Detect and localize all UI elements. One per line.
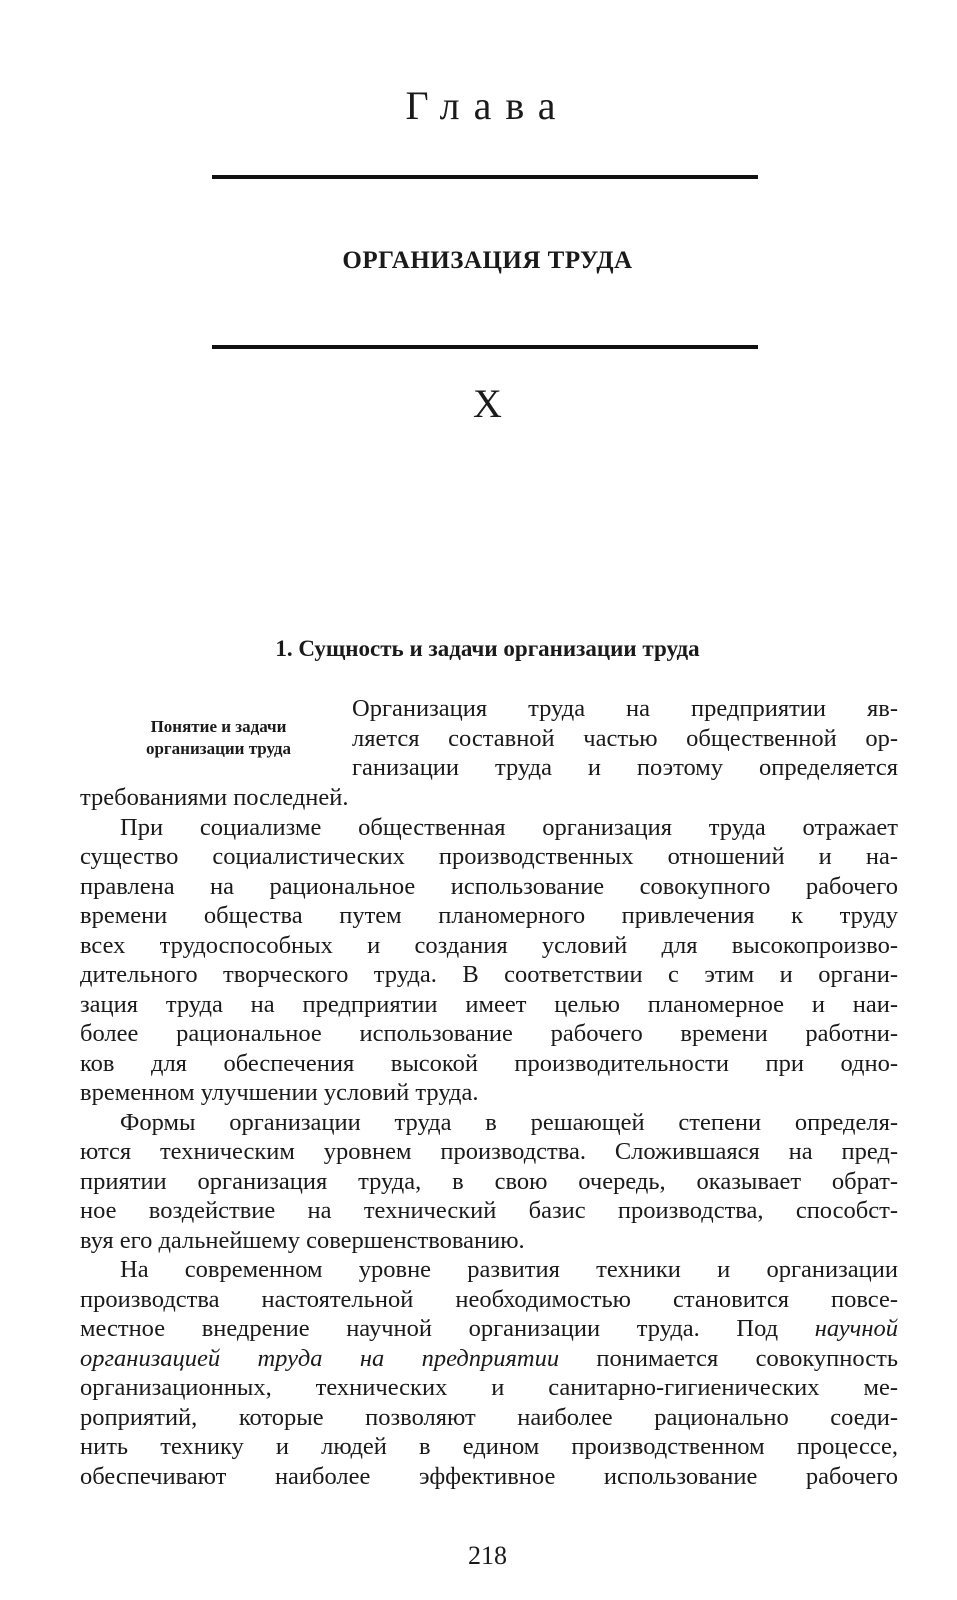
text-line: приятии организация труда, в свою очередь, оказывает обрат- <box>80 1167 898 1195</box>
text-line <box>80 1314 898 1344</box>
top-rule <box>212 175 758 179</box>
text-line: ляется составной частью общественной ор- <box>352 724 898 752</box>
text-line: роприятий, которые позволяют наиболее рационально соеди- <box>80 1403 898 1431</box>
page-number: 218 <box>468 1541 507 1570</box>
text-fragment: местное внедрение научной организации труда. Под <box>80 1315 815 1342</box>
text-line: дительного творческого труда. В соответствии с этим и органи- <box>80 961 898 988</box>
section-heading: 1. Сущность и задачи организации труда <box>275 636 700 661</box>
italic-term: организацией труда на предприятии <box>80 1344 560 1372</box>
text-line: производства настоятельной необходимостью становится повсе- <box>80 1285 898 1313</box>
text-line: вуя его дальнейшему совершенствованию. <box>80 1226 525 1254</box>
text-line: При социализме общественная организация труда отражает <box>120 813 898 841</box>
text-line: зация труда на предприятии имеет целью планомерное и наи- <box>80 990 898 1018</box>
text-line: нить технику и людей в едином производственном процессе, <box>80 1433 898 1460</box>
text-line: Организация труда на предприятии яв- <box>352 695 898 722</box>
text-line: организационных, технических и санитарно-гигиенических ме- <box>80 1374 898 1401</box>
text-line: требованиями последней. <box>80 784 349 811</box>
bottom-rule <box>212 345 758 349</box>
text-line: На современном уровне развития техники и организации <box>120 1256 898 1283</box>
text-line: времени общества путем планомерного привлечения к труду <box>80 902 898 929</box>
chapter-number: X <box>473 381 502 426</box>
text-line: Формы организации труда в решающей степени определя- <box>120 1108 898 1136</box>
text-line: обеспечивают наиболее эффективное использование рабочего <box>80 1462 898 1490</box>
text-line: всех трудоспособных и создания условий для высокопроизво- <box>80 931 898 959</box>
text-line: временном улучшении условий труда. <box>80 1079 479 1106</box>
text-line <box>80 1344 898 1374</box>
text-fragment: понимается совокупность <box>559 1344 898 1372</box>
text-line: ются техническим уровнем производства. Сложившаяся на пред- <box>80 1138 898 1165</box>
side-heading: Понятие и задачи организации труда <box>145 717 292 758</box>
text-line: ков для обеспечения высокой производительности при одно- <box>80 1049 898 1077</box>
text-line: существо социалистических производственных отношений и на- <box>80 843 898 870</box>
text-line: ганизации труда и поэтому определяется <box>352 754 898 781</box>
text-line: ное воздействие на технический базис производства, способст- <box>80 1197 898 1224</box>
chapter-title: ОРГАНИЗАЦИЯ ТРУДА <box>342 247 633 274</box>
text-line: правлена на рациональное использование совокупного рабочего <box>80 872 898 900</box>
chapter-word: Глава <box>405 83 570 128</box>
text-line: более рациональное использование рабочего времени работни- <box>80 1020 898 1047</box>
italic-term: научной <box>814 1315 898 1342</box>
first-paragraph <box>352 694 898 783</box>
body-text <box>80 783 898 1491</box>
